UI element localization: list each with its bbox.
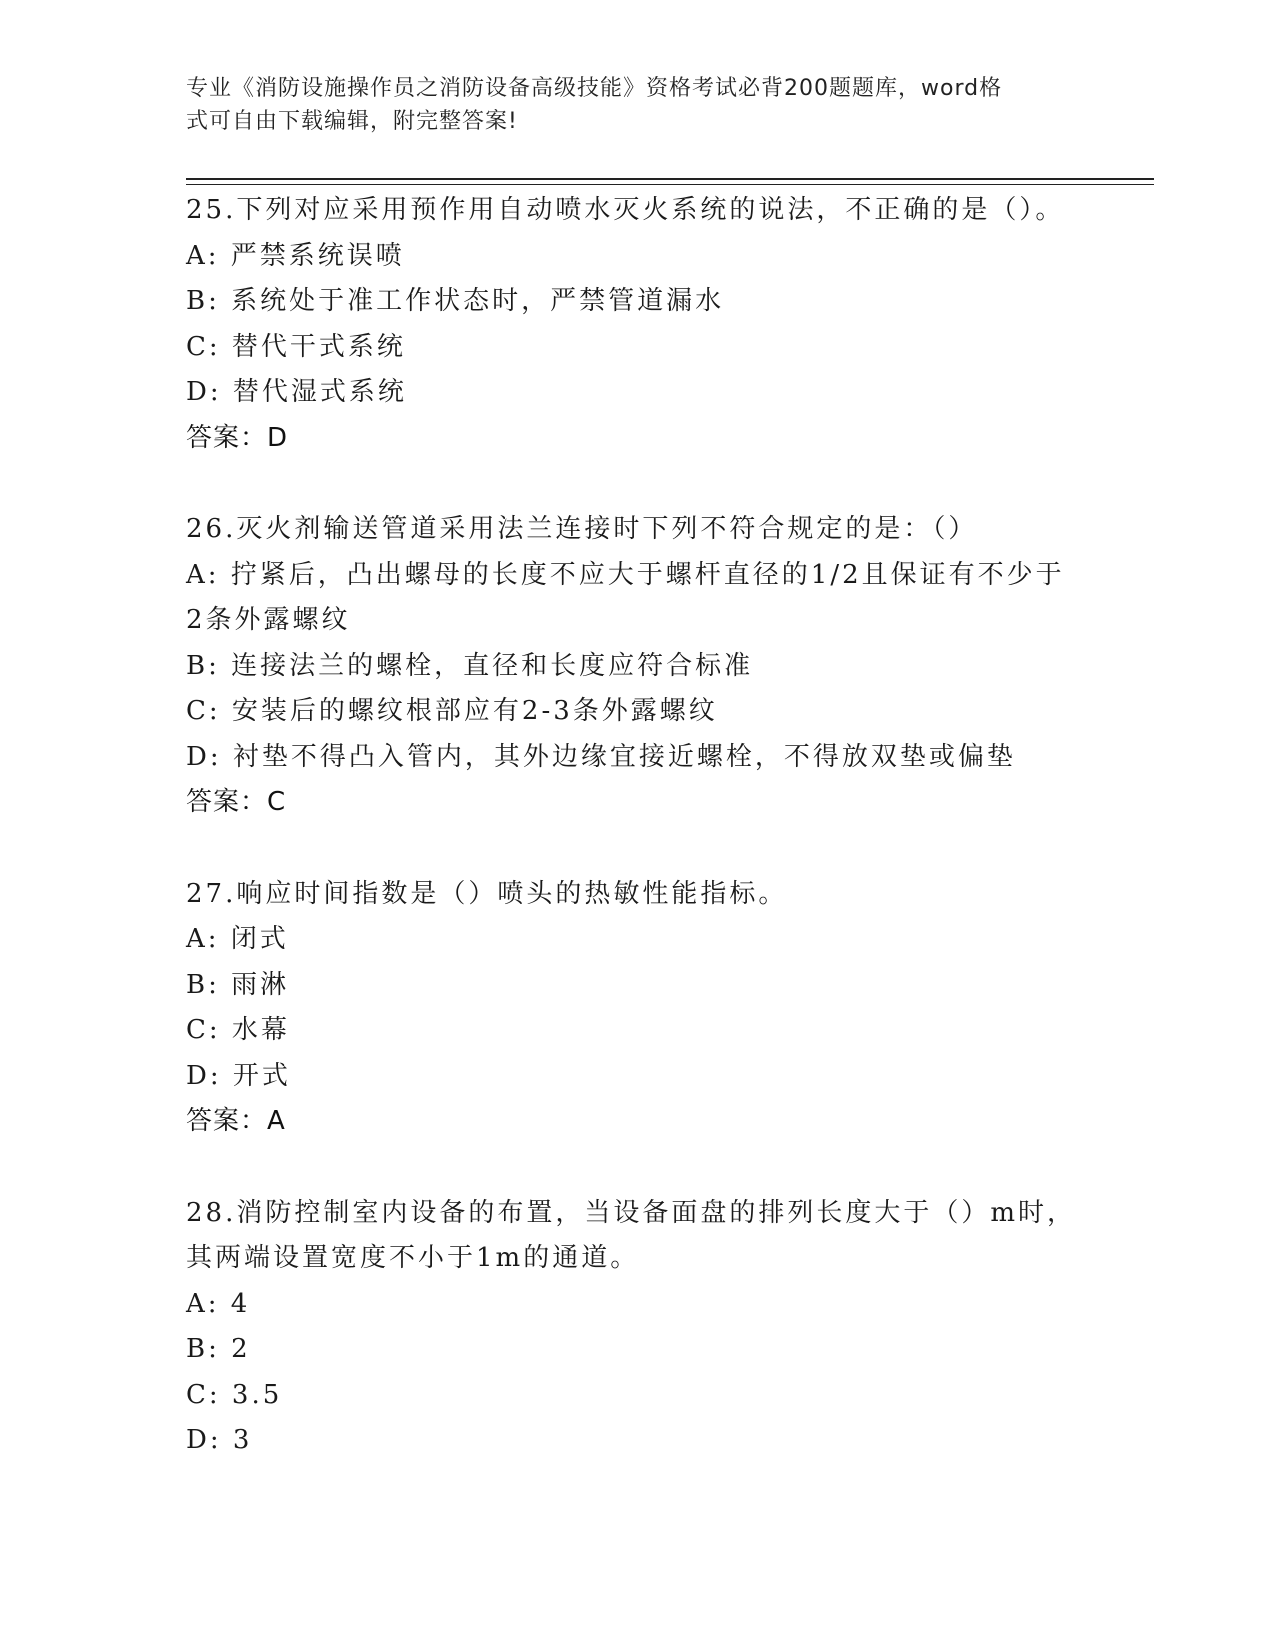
question-stem-continued: 其两端设置宽度不小于1m的通道。 bbox=[186, 1243, 640, 1273]
question-stem: 28.消防控制室内设备的布置，当设备面盘的排列长度大于（）m时， bbox=[186, 1197, 1077, 1228]
option-c: C: 水幕 bbox=[186, 1015, 290, 1045]
header-divider-thick bbox=[186, 178, 1154, 180]
option-b: B: 2 bbox=[186, 1334, 251, 1364]
option-c: C: 3.5 bbox=[186, 1379, 283, 1410]
option-b: B: 系统处于准工作状态时，严禁管道漏水 bbox=[186, 286, 725, 316]
option-d: D: 开式 bbox=[186, 1060, 291, 1091]
option-d: D: 替代湿式系统 bbox=[186, 377, 407, 407]
answer-label: 答案：A bbox=[186, 1106, 286, 1136]
header-title-line-2: 式可自由下载编辑，附完整答案! bbox=[186, 109, 518, 134]
question-26 bbox=[186, 507, 1086, 826]
option-c: C: 替代干式系统 bbox=[186, 331, 406, 362]
question-list bbox=[186, 188, 1086, 1510]
answer-label: 答案：D bbox=[186, 422, 289, 453]
option-d: D: 衬垫不得凸入管内，其外边缘宜接近螺栓，不得放双垫或偏垫 bbox=[186, 741, 1016, 772]
option-c: C: 安装后的螺纹根部应有2-3条外露螺纹 bbox=[186, 696, 718, 726]
option-b: B: 连接法兰的螺栓，直径和长度应符合标准 bbox=[186, 650, 754, 681]
answer-label: 答案：C bbox=[186, 787, 287, 817]
option-a: A: 4 bbox=[186, 1288, 251, 1319]
header-title-line-1: 专业《消防设施操作员之消防设备高级技能》资格考试必背200题题库，word格 bbox=[186, 76, 1003, 101]
question-28 bbox=[186, 1191, 1086, 1464]
question-stem: 25.下列对应采用预作用自动喷水灭火系统的说法，不正确的是（）。 bbox=[186, 195, 1065, 225]
header-divider-thin bbox=[186, 184, 1154, 185]
option-a-continued: 2条外露螺纹 bbox=[186, 605, 351, 635]
option-a: A: 拧紧后，凸出螺母的长度不应大于螺杆直径的1/2且保证有不少于 bbox=[186, 559, 1065, 590]
question-27 bbox=[186, 872, 1086, 1145]
option-a: A: 严禁系统误喷 bbox=[186, 240, 405, 271]
question-stem: 27.响应时间指数是（）喷头的热敏性能指标。 bbox=[186, 878, 788, 909]
question-25 bbox=[186, 188, 1086, 461]
option-a: A: 闭式 bbox=[186, 924, 289, 954]
document-header bbox=[186, 72, 1066, 138]
option-b: B: 雨淋 bbox=[186, 969, 290, 1000]
option-d: D: 3 bbox=[186, 1425, 253, 1455]
question-stem: 26.灭火剂输送管道采用法兰连接时下列不符合规定的是：（） bbox=[186, 514, 978, 544]
